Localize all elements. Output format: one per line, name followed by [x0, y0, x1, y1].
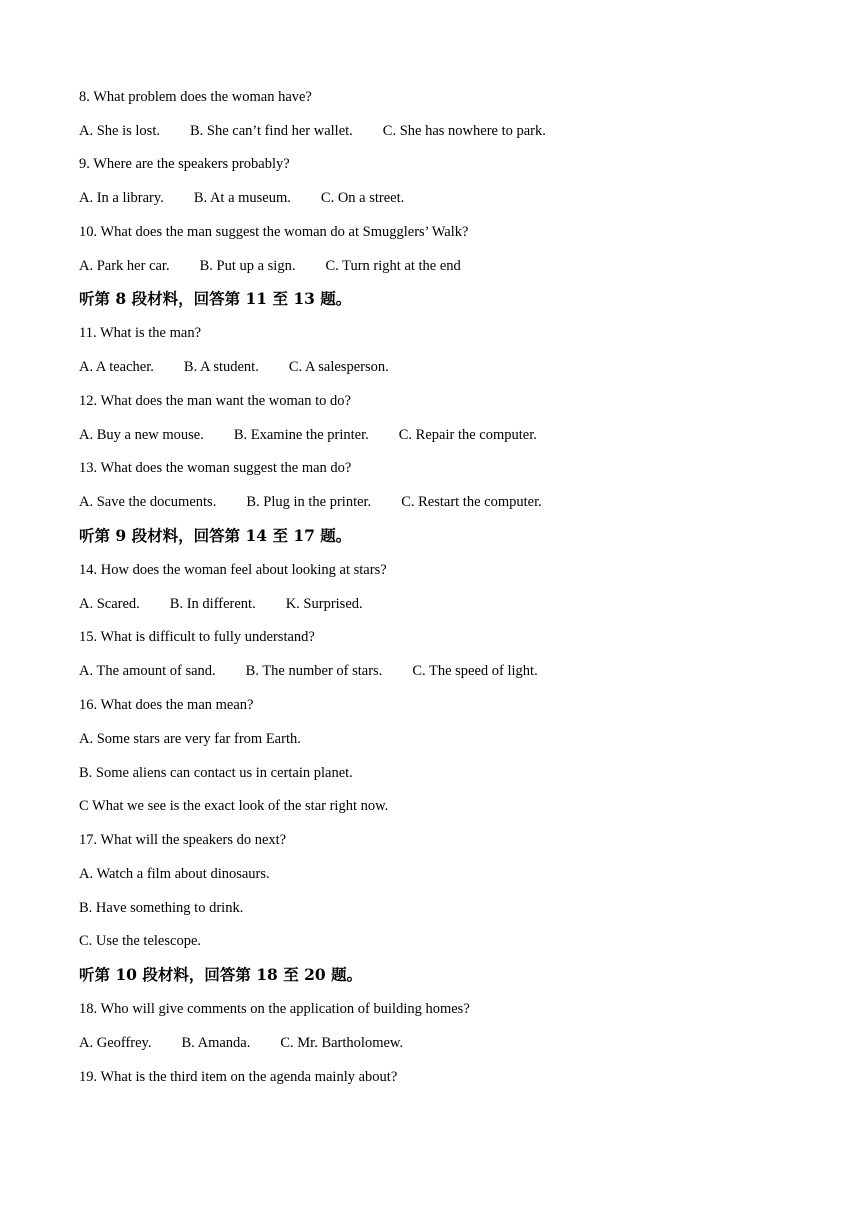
question-13-options [79, 490, 542, 514]
question-12: 12. What does the man want the woman to do? [79, 393, 351, 409]
option-a: A. Some stars are very far from Earth. [79, 731, 301, 747]
question-15: 15. What is difficult to fully understand? [79, 629, 315, 645]
option-c: K. Surprised. [285, 596, 363, 612]
section-heading-10: 听第 10 段材料，回答第 18 至 20 题。 [79, 965, 363, 984]
question-18: 18. Who will give comments on the application of building homes? [79, 1001, 470, 1017]
option-a: A. Watch a film about dinosaurs. [79, 866, 270, 882]
option-a: A. The amount of sand. [79, 663, 216, 679]
option-b: B. Examine the printer. [233, 427, 369, 443]
question-19: 19. What is the third item on the agenda mainly about? [79, 1069, 398, 1085]
question-10: 10. What does the man suggest the woman do at Smugglers’ Walk? [79, 224, 469, 240]
option-b: B. A student. [183, 359, 259, 375]
option-b: B. Amanda. [181, 1035, 251, 1051]
option-b: B. Have something to drink. [79, 900, 244, 916]
question-15-options [79, 659, 538, 683]
option-b: B. Put up a sign. [199, 258, 296, 274]
option-a: A. She is lost. [79, 123, 160, 139]
question-13: 13. What does the woman suggest the man do? [79, 460, 352, 476]
option-c: C. On a street. [320, 190, 405, 206]
question-9: 9. Where are the speakers probably? [79, 156, 290, 172]
question-12-options [79, 423, 537, 447]
option-a: A. Park her car. [79, 258, 170, 274]
option-b: B. The number of stars. [245, 663, 383, 679]
question-16: 16. What does the man mean? [79, 697, 254, 713]
option-b: B. She can’t find her wallet. [189, 123, 353, 139]
option-c: C. Turn right at the end [325, 258, 461, 274]
option-c: C. Restart the computer. [401, 494, 542, 510]
option-a: A. Buy a new mouse. [79, 427, 204, 443]
question-14-options [79, 592, 363, 616]
option-c: C. A salesperson. [288, 359, 389, 375]
option-b: B. In different. [169, 596, 256, 612]
option-a: A. A teacher. [79, 359, 154, 375]
option-a: A. In a library. [79, 190, 164, 206]
option-c: C What we see is the exact look of the star right now. [79, 798, 389, 814]
option-c: C. The speed of light. [412, 663, 538, 679]
question-18-options [79, 1031, 403, 1055]
option-c: C. Repair the computer. [398, 427, 537, 443]
option-a: A. Scared. [79, 596, 140, 612]
question-11: 11. What is the man? [79, 325, 202, 341]
question-9-options [79, 186, 404, 210]
option-b: B. At a museum. [193, 190, 291, 206]
question-8-options [79, 119, 546, 143]
question-14: 14. How does the woman feel about looking at stars? [79, 562, 387, 578]
question-11-options [79, 355, 389, 379]
question-17: 17. What will the speakers do next? [79, 832, 287, 848]
option-c: C. Mr. Bartholomew. [280, 1035, 404, 1051]
option-b: B. Plug in the printer. [246, 494, 372, 510]
option-c: C. Use the telescope. [79, 933, 202, 949]
option-a: A. Geoffrey. [79, 1035, 152, 1051]
section-heading-9: 听第 9 段材料，回答第 14 至 17 题。 [79, 526, 352, 545]
option-b: B. Some aliens can contact us in certain planet. [79, 765, 353, 781]
option-a: A. Save the documents. [79, 494, 217, 510]
option-c: C. She has nowhere to park. [382, 123, 546, 139]
section-heading-8: 听第 8 段材料，回答第 11 至 13 题。 [79, 289, 352, 308]
question-10-options [79, 254, 461, 278]
question-8: 8. What problem does the woman have? [79, 89, 312, 105]
